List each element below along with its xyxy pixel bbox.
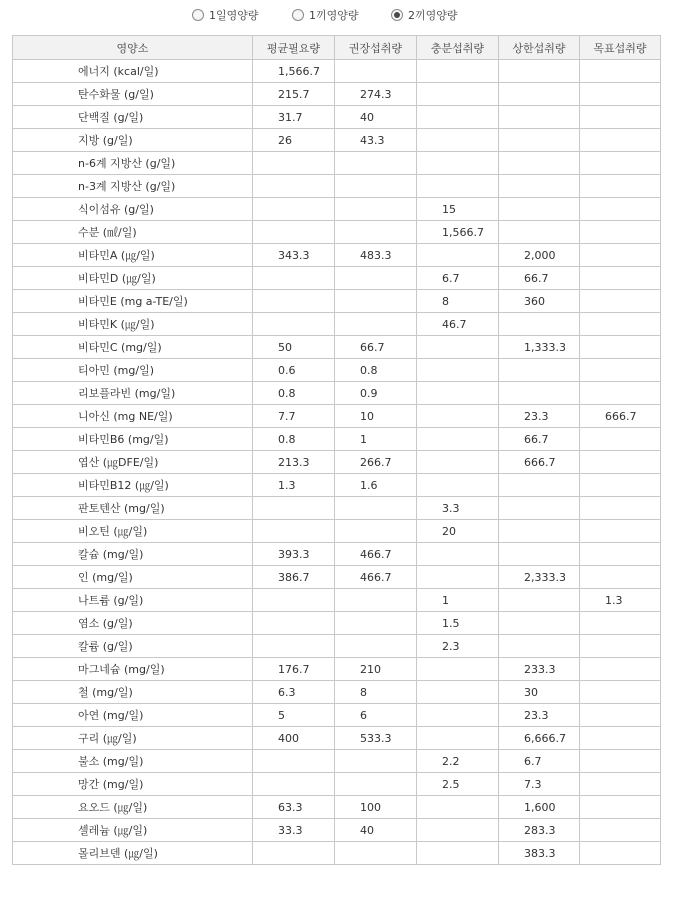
nutrient-name: 비타민K (㎍/일) xyxy=(13,313,253,336)
table-row xyxy=(13,497,661,520)
table-row xyxy=(13,819,661,842)
cdrr-value xyxy=(580,451,661,474)
ai-value xyxy=(417,658,499,681)
cdrr-value xyxy=(580,244,661,267)
ear-value: 0.8 xyxy=(253,382,335,405)
cdrr-value xyxy=(580,313,661,336)
ul-value xyxy=(499,359,580,382)
ul-value xyxy=(499,129,580,152)
nutrient-name: 지방 (g/일) xyxy=(13,129,253,152)
table-row xyxy=(13,566,661,589)
cdrr-value xyxy=(580,612,661,635)
ai-value: 3.3 xyxy=(417,497,499,520)
rni-value: 1 xyxy=(335,428,417,451)
ul-value: 2,000 xyxy=(499,244,580,267)
ul-value xyxy=(499,60,580,83)
ai-value: 1 xyxy=(417,589,499,612)
rni-value: 266.7 xyxy=(335,451,417,474)
rni-value xyxy=(335,313,417,336)
ear-value xyxy=(253,152,335,175)
cdrr-value xyxy=(580,152,661,175)
nutrient-name: 엽산 (㎍DFE/일) xyxy=(13,451,253,474)
ul-value xyxy=(499,106,580,129)
rni-value: 40 xyxy=(335,106,417,129)
rni-value: 0.8 xyxy=(335,359,417,382)
cdrr-value xyxy=(580,129,661,152)
rni-value: 274.3 xyxy=(335,83,417,106)
ai-value xyxy=(417,405,499,428)
table-row xyxy=(13,152,661,175)
ear-value: 50 xyxy=(253,336,335,359)
ai-value: 8 xyxy=(417,290,499,313)
rni-value: 10 xyxy=(335,405,417,428)
table-row xyxy=(13,727,661,750)
rni-value: 6 xyxy=(335,704,417,727)
ul-value xyxy=(499,520,580,543)
table-row xyxy=(13,543,661,566)
ear-value: 215.7 xyxy=(253,83,335,106)
ear-value: 26 xyxy=(253,129,335,152)
radio-label: 1일영양량 xyxy=(209,9,259,22)
table-row xyxy=(13,474,661,497)
table-row xyxy=(13,796,661,819)
ear-value: 393.3 xyxy=(253,543,335,566)
ul-value: 30 xyxy=(499,681,580,704)
ul-value xyxy=(499,543,580,566)
cdrr-value xyxy=(580,773,661,796)
ai-value: 1.5 xyxy=(417,612,499,635)
ear-value xyxy=(253,175,335,198)
ear-value: 5 xyxy=(253,704,335,727)
ai-value xyxy=(417,106,499,129)
ear-value: 1.3 xyxy=(253,474,335,497)
ul-value xyxy=(499,83,580,106)
header-cdrr: 목표섭취량 xyxy=(580,36,661,60)
nutrient-name: 비오틴 (㎍/일) xyxy=(13,520,253,543)
cdrr-value xyxy=(580,658,661,681)
ear-value xyxy=(253,267,335,290)
table-row xyxy=(13,175,661,198)
cdrr-value xyxy=(580,520,661,543)
table-row xyxy=(13,589,661,612)
header-nutrient: 영양소 xyxy=(13,36,253,60)
rni-value: 66.7 xyxy=(335,336,417,359)
ai-value xyxy=(417,382,499,405)
ear-value xyxy=(253,589,335,612)
cdrr-value xyxy=(580,796,661,819)
cdrr-value xyxy=(580,497,661,520)
radio-option-1-day[interactable] xyxy=(192,6,259,24)
ul-value: 360 xyxy=(499,290,580,313)
rni-value: 210 xyxy=(335,658,417,681)
cdrr-value xyxy=(580,704,661,727)
nutrient-name: 요오드 (㎍/일) xyxy=(13,796,253,819)
rni-value xyxy=(335,290,417,313)
ear-value: 33.3 xyxy=(253,819,335,842)
nutrient-name: 염소 (g/일) xyxy=(13,612,253,635)
nutrient-name: 셀레늄 (㎍/일) xyxy=(13,819,253,842)
cdrr-value xyxy=(580,474,661,497)
ai-value xyxy=(417,359,499,382)
ul-value: 6.7 xyxy=(499,750,580,773)
cdrr-value xyxy=(580,727,661,750)
ai-value: 2.2 xyxy=(417,750,499,773)
ear-value: 63.3 xyxy=(253,796,335,819)
ul-value xyxy=(499,221,580,244)
ul-value xyxy=(499,635,580,658)
ear-value: 31.7 xyxy=(253,106,335,129)
ai-value xyxy=(417,175,499,198)
nutrient-name: 불소 (mg/일) xyxy=(13,750,253,773)
ai-value xyxy=(417,83,499,106)
ear-value: 400 xyxy=(253,727,335,750)
table-row xyxy=(13,60,661,83)
ul-value: 23.3 xyxy=(499,405,580,428)
cdrr-value xyxy=(580,819,661,842)
nutrient-name: 아연 (mg/일) xyxy=(13,704,253,727)
cdrr-value xyxy=(580,60,661,83)
ul-value: 1,600 xyxy=(499,796,580,819)
meal-amount-radio-group xyxy=(0,0,679,30)
radio-option-2-meals[interactable] xyxy=(391,6,458,24)
ul-value xyxy=(499,152,580,175)
cdrr-value xyxy=(580,566,661,589)
ear-value xyxy=(253,198,335,221)
table-row xyxy=(13,750,661,773)
ul-value: 23.3 xyxy=(499,704,580,727)
rni-value xyxy=(335,175,417,198)
ul-value xyxy=(499,175,580,198)
ul-value: 666.7 xyxy=(499,451,580,474)
table-row xyxy=(13,336,661,359)
rni-value: 466.7 xyxy=(335,543,417,566)
table-row xyxy=(13,106,661,129)
table-row xyxy=(13,428,661,451)
rni-value xyxy=(335,773,417,796)
table-row xyxy=(13,773,661,796)
table-row xyxy=(13,635,661,658)
rni-value: 43.3 xyxy=(335,129,417,152)
cdrr-value xyxy=(580,83,661,106)
ear-value xyxy=(253,520,335,543)
nutrient-name: n-3계 지방산 (g/일) xyxy=(13,175,253,198)
ai-value xyxy=(417,543,499,566)
ul-value xyxy=(499,589,580,612)
ear-value xyxy=(253,221,335,244)
ai-value xyxy=(417,727,499,750)
ai-value xyxy=(417,704,499,727)
ai-value: 46.7 xyxy=(417,313,499,336)
ai-value xyxy=(417,152,499,175)
table-row xyxy=(13,658,661,681)
nutrient-intake-table xyxy=(12,35,661,865)
ul-value: 6,666.7 xyxy=(499,727,580,750)
nutrient-name: 판토텐산 (mg/일) xyxy=(13,497,253,520)
ai-value xyxy=(417,681,499,704)
header-ul: 상한섭취량 xyxy=(499,36,580,60)
header-ear: 평균필요량 xyxy=(253,36,335,60)
table-row xyxy=(13,290,661,313)
nutrient-name: 비타민B12 (㎍/일) xyxy=(13,474,253,497)
ai-value xyxy=(417,474,499,497)
ai-value xyxy=(417,428,499,451)
ul-value xyxy=(499,612,580,635)
table-row xyxy=(13,313,661,336)
cdrr-value xyxy=(580,175,661,198)
ear-value xyxy=(253,313,335,336)
rni-value xyxy=(335,60,417,83)
nutrient-name: 비타민C (mg/일) xyxy=(13,336,253,359)
rni-value: 100 xyxy=(335,796,417,819)
nutrient-name: 수분 (㎖/일) xyxy=(13,221,253,244)
radio-option-1-meal[interactable] xyxy=(292,6,359,24)
ul-value xyxy=(499,198,580,221)
rni-value: 1.6 xyxy=(335,474,417,497)
cdrr-value xyxy=(580,543,661,566)
rni-value xyxy=(335,635,417,658)
table-row xyxy=(13,382,661,405)
nutrient-name: 구리 (㎍/일) xyxy=(13,727,253,750)
table-row xyxy=(13,451,661,474)
nutrient-name: 비타민D (㎍/일) xyxy=(13,267,253,290)
rni-value: 0.9 xyxy=(335,382,417,405)
ai-value xyxy=(417,336,499,359)
radio-label: 1끼영양량 xyxy=(309,9,359,22)
nutrient-name: 비타민B6 (mg/일) xyxy=(13,428,253,451)
nutrient-name: 마그네슘 (mg/일) xyxy=(13,658,253,681)
table-row xyxy=(13,681,661,704)
ai-value: 2.3 xyxy=(417,635,499,658)
rni-value: 8 xyxy=(335,681,417,704)
ear-value: 213.3 xyxy=(253,451,335,474)
nutrient-name: 망간 (mg/일) xyxy=(13,773,253,796)
ai-value: 1,566.7 xyxy=(417,221,499,244)
cdrr-value xyxy=(580,336,661,359)
ul-value xyxy=(499,313,580,336)
table-row xyxy=(13,359,661,382)
ai-value xyxy=(417,60,499,83)
cdrr-value xyxy=(580,106,661,129)
ul-value xyxy=(499,382,580,405)
cdrr-value: 666.7 xyxy=(580,405,661,428)
rni-value xyxy=(335,198,417,221)
rni-value xyxy=(335,612,417,635)
radio-button-icon[interactable] xyxy=(192,9,204,21)
table-row xyxy=(13,83,661,106)
table-row xyxy=(13,405,661,428)
nutrient-name: 단백질 (g/일) xyxy=(13,106,253,129)
ear-value: 6.3 xyxy=(253,681,335,704)
cdrr-value xyxy=(580,267,661,290)
ear-value xyxy=(253,497,335,520)
cdrr-value xyxy=(580,198,661,221)
nutrient-name: 비타민E (mg a-TE/일) xyxy=(13,290,253,313)
cdrr-value: 1.3 xyxy=(580,589,661,612)
nutrient-name: 티아민 (mg/일) xyxy=(13,359,253,382)
header-rni: 권장섭취량 xyxy=(335,36,417,60)
table-row xyxy=(13,244,661,267)
nutrient-name: 리보플라빈 (mg/일) xyxy=(13,382,253,405)
cdrr-value xyxy=(580,221,661,244)
nutrient-name: 칼륨 (g/일) xyxy=(13,635,253,658)
cdrr-value xyxy=(580,428,661,451)
nutrient-name: 인 (mg/일) xyxy=(13,566,253,589)
nutrient-name: 에너지 (kcal/일) xyxy=(13,60,253,83)
ear-value xyxy=(253,290,335,313)
nutrient-name: 몰리브덴 (㎍/일) xyxy=(13,842,253,865)
rni-value: 40 xyxy=(335,819,417,842)
table-row xyxy=(13,842,661,865)
rni-value: 533.3 xyxy=(335,727,417,750)
table-row xyxy=(13,267,661,290)
rni-value: 483.3 xyxy=(335,244,417,267)
ai-value: 2.5 xyxy=(417,773,499,796)
ear-value: 0.6 xyxy=(253,359,335,382)
header-ai: 충분섭취량 xyxy=(417,36,499,60)
rni-value xyxy=(335,221,417,244)
nutrient-name: 식이섬유 (g/일) xyxy=(13,198,253,221)
rni-value xyxy=(335,589,417,612)
ai-value xyxy=(417,566,499,589)
nutrient-name: 칼슘 (mg/일) xyxy=(13,543,253,566)
ear-value: 386.7 xyxy=(253,566,335,589)
ear-value: 176.7 xyxy=(253,658,335,681)
rni-value xyxy=(335,497,417,520)
nutrient-name: 철 (mg/일) xyxy=(13,681,253,704)
ul-value: 2,333.3 xyxy=(499,566,580,589)
ul-value: 1,333.3 xyxy=(499,336,580,359)
ear-value xyxy=(253,750,335,773)
cdrr-value xyxy=(580,290,661,313)
table-row xyxy=(13,221,661,244)
ear-value: 0.8 xyxy=(253,428,335,451)
ai-value xyxy=(417,129,499,152)
nutrient-name: 니아신 (mg NE/일) xyxy=(13,405,253,428)
ai-value xyxy=(417,244,499,267)
ul-value: 233.3 xyxy=(499,658,580,681)
ul-value xyxy=(499,474,580,497)
rni-value: 466.7 xyxy=(335,566,417,589)
ul-value: 383.3 xyxy=(499,842,580,865)
ai-value: 20 xyxy=(417,520,499,543)
nutrient-name: 탄수화물 (g/일) xyxy=(13,83,253,106)
rni-value xyxy=(335,842,417,865)
table-header-row xyxy=(13,36,661,60)
table-row xyxy=(13,612,661,635)
cdrr-value xyxy=(580,750,661,773)
ul-value: 7.3 xyxy=(499,773,580,796)
ear-value: 1,566.7 xyxy=(253,60,335,83)
nutrient-name: 비타민A (㎍/일) xyxy=(13,244,253,267)
cdrr-value xyxy=(580,681,661,704)
rni-value xyxy=(335,520,417,543)
rni-value xyxy=(335,750,417,773)
rni-value xyxy=(335,267,417,290)
ul-value: 66.7 xyxy=(499,428,580,451)
ai-value: 6.7 xyxy=(417,267,499,290)
ai-value xyxy=(417,819,499,842)
cdrr-value xyxy=(580,635,661,658)
table-row xyxy=(13,198,661,221)
table-row xyxy=(13,704,661,727)
ul-value xyxy=(499,497,580,520)
cdrr-value xyxy=(580,359,661,382)
ear-value xyxy=(253,842,335,865)
nutrient-name: n-6계 지방산 (g/일) xyxy=(13,152,253,175)
ear-value xyxy=(253,773,335,796)
ai-value xyxy=(417,796,499,819)
cdrr-value xyxy=(580,842,661,865)
ear-value xyxy=(253,612,335,635)
ul-value: 66.7 xyxy=(499,267,580,290)
ai-value xyxy=(417,451,499,474)
ear-value xyxy=(253,635,335,658)
radio-button-icon[interactable] xyxy=(292,9,304,21)
cdrr-value xyxy=(580,382,661,405)
nutrient-name: 나트륨 (g/일) xyxy=(13,589,253,612)
radio-button-selected-icon[interactable] xyxy=(391,9,403,21)
rni-value xyxy=(335,152,417,175)
ear-value: 343.3 xyxy=(253,244,335,267)
ear-value: 7.7 xyxy=(253,405,335,428)
table-row xyxy=(13,129,661,152)
ai-value xyxy=(417,842,499,865)
radio-label: 2끼영양량 xyxy=(408,9,458,22)
ul-value: 283.3 xyxy=(499,819,580,842)
table-row xyxy=(13,520,661,543)
ai-value: 15 xyxy=(417,198,499,221)
